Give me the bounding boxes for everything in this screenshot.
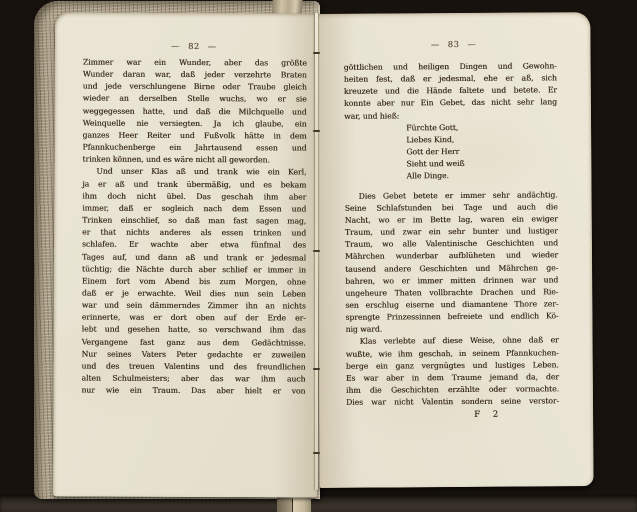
text-line: weggegessen hatte, und daß die Milchquelle und <box>82 106 307 117</box>
text-line: Alle Dinge. <box>406 171 449 181</box>
text-line: heiten fest, daß er jedesmal, ehe er aß, sich <box>343 73 557 84</box>
text-line: wieder an derselben Stelle wuchs, wo er sie <box>82 94 307 104</box>
book-page-left <box>53 12 319 497</box>
binding-stitch <box>313 368 320 370</box>
text-line: wußte, wie ihm geschah, in seinem Pfannkuchen- <box>345 347 559 359</box>
text-line: ganzes Heer Reiter und Fußvolk hätte in dem <box>82 130 307 141</box>
text-line: alten Schulmeisters; aber das war ihm auch <box>81 373 306 384</box>
text-line: Tages auf, und dann aß und trank er jedesmal <box>81 252 307 263</box>
text-line: Weinquelle nie versiegten. Ja ich glaube, ein <box>82 118 307 129</box>
text-line: Es war aber in dem Traume jemand da, der <box>345 372 559 383</box>
text-line: Fürchte Gott, <box>406 122 459 133</box>
text-line: Klas verlebte auf diese Weise, ohne daß er <box>359 335 559 347</box>
text-line: göttlichen und heiligen Dingen und Gewohn- <box>343 61 557 72</box>
text-line: tausend andere Geschichten und Mährchen ge- <box>345 262 559 274</box>
text-line: Traum, und zwar ein sehr bunter und lustiger <box>344 226 558 237</box>
text-line: nur wie ein Traum. Das aber hielt er von <box>81 385 306 396</box>
text-line: Wunder daran war, daß jeder verzehrte Braten <box>82 69 307 80</box>
text-line: war, und hieß: <box>344 111 400 121</box>
text-line: Vergangene fast ganz aus dem Gedächtnisse. <box>81 337 306 348</box>
text-line: ungeheure Thaten vollbrachte Drachen und Rie- <box>345 287 559 298</box>
text-line: war und sein dämmerndes Zimmer ihn an nichts <box>81 300 306 311</box>
text-column-right <box>344 60 560 421</box>
text-line: erinnerte, was er dort oben auf der Erde er- <box>81 312 306 323</box>
page-number-left: — 82 — <box>171 40 217 52</box>
text-line: Pfannkuchenberge ein Jahrtausend essen und <box>82 142 307 153</box>
text-line: Mährchen wunderbar aufblüheten und wieder <box>345 250 559 262</box>
book-page-right <box>316 12 593 488</box>
text-line: Sieht und weiß <box>406 159 465 169</box>
text-line: nig ward. <box>345 324 383 335</box>
text-line: schlafen. Er wachte aber etwa fünfmal des <box>82 239 307 250</box>
text-line: konnte aber nur Ein Gebet, das nicht sehr lang <box>343 97 557 109</box>
text-line: und des treuen Valentins und des freundlichen <box>81 361 306 372</box>
text-line: daß er je erwachte. Weil dies nun sein Leben <box>81 288 306 299</box>
binding-stitch <box>313 52 320 54</box>
text-line: Gott der Herr <box>406 147 460 157</box>
text-line: er that nichts anderes als essen trinken und <box>82 227 307 238</box>
text-line: ihm doch nicht übel. Das geschah ihm aber <box>82 191 307 202</box>
binding-stitch <box>313 452 320 454</box>
text-line: Nacht, wo er im Bette lag, waren ein ewiger <box>344 214 558 225</box>
text-line: ja er aß und trank übermäßig, und es bekam <box>82 179 307 190</box>
text-line: Traum, wo alle Valentinische Geschichten und <box>344 238 558 249</box>
text-line: Seine Schlafstunden bei Tage und auch die <box>344 202 558 213</box>
text-line: immer, daß er sogleich nach dem Essen und <box>82 203 307 214</box>
text-line: Trinken einschlief, so daß man fast sagen mag, <box>82 215 307 226</box>
binding-stitch <box>313 130 320 132</box>
text-line: Liebes Kind, <box>406 134 455 145</box>
text-line: Einem fort vom Abend bis zum Morgen, ohne <box>81 276 306 287</box>
binding-stitch <box>313 250 320 252</box>
page-number-right: — 83 — <box>430 38 477 50</box>
text-line: Zimmer war ein Wunder, aber das größte <box>82 57 307 68</box>
text-line: bahren, wo er immer mitten drinnen war und <box>345 274 559 286</box>
text-line: Und unser Klas aß und trank wie ein Kerl, <box>96 167 307 177</box>
text-line: berge ein ganz vergnügtes und lustiges Leben. <box>345 360 559 371</box>
text-line: sprengte Prinzessinnen befreiete und endlich Kö- <box>345 311 559 322</box>
text-line: kreuzete und die Hände faltete und betete. Er <box>343 85 557 97</box>
text-line: lebt und gesehen hatte, so verschwand ihm das <box>81 324 306 335</box>
text-line: und jede verschlungene Birne oder Traube gleich <box>82 81 307 92</box>
text-line: Dies Gebet betete er immer sehr andächtig. <box>358 189 558 201</box>
text-column-left <box>81 57 306 398</box>
signature-mark: F 2 <box>474 410 504 421</box>
text-line: ihm die Geschichten erzählte oder vormachte. <box>345 384 559 395</box>
text-line: trinken können, und es wäre nicht all geworden. <box>82 154 270 165</box>
text-line: Dies war nicht Valentin sondern seine verstor- <box>346 396 560 408</box>
text-line: Nur seines Vaters Peter gedachte er zuweilen <box>81 349 306 360</box>
text-line: tüchtig; die Nächte durch aber schlief er immer in <box>81 264 306 275</box>
text-line: sen erschlug eiserne und diamantene Thore zer- <box>345 299 559 310</box>
